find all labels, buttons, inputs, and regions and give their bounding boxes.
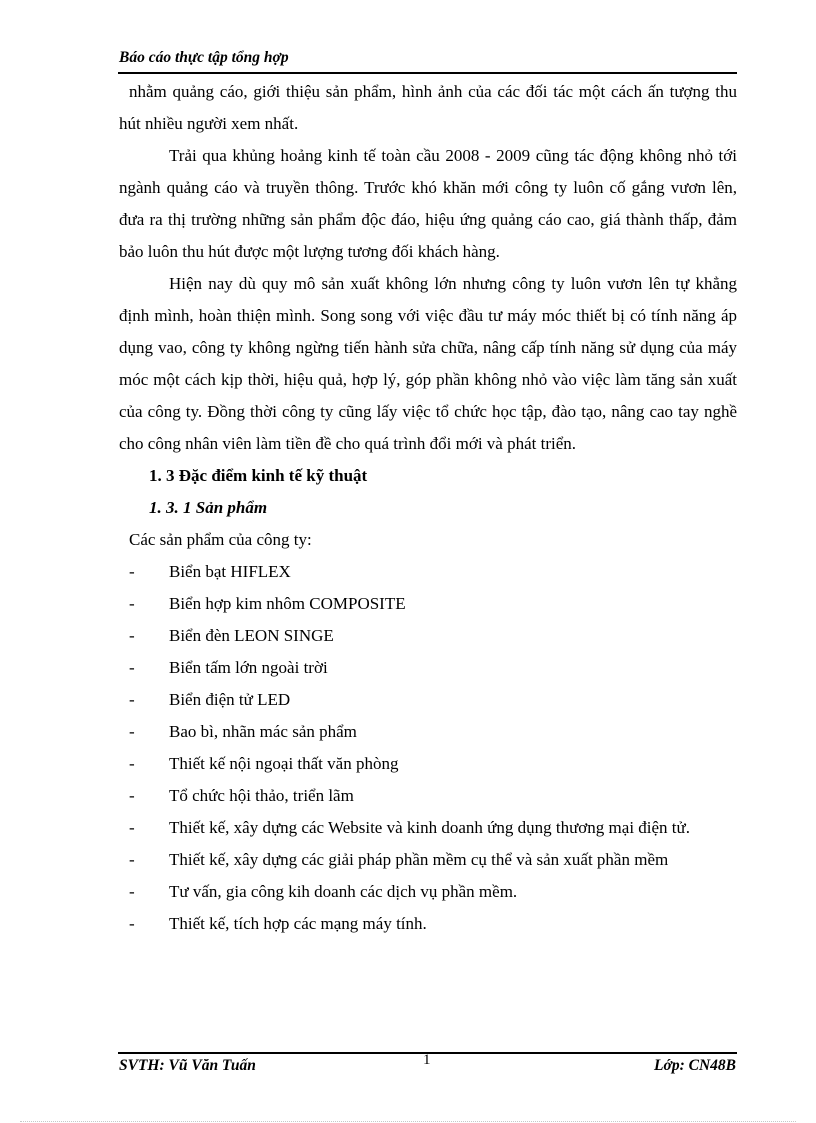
list-item: [119, 748, 737, 780]
bullet-dash: -: [129, 786, 135, 805]
list-item: [119, 876, 737, 908]
bullet-dash: -: [129, 594, 135, 613]
bullet-dash: -: [129, 818, 135, 837]
bullet-dash: -: [129, 562, 135, 581]
footer-class: Lớp: CN48B: [654, 1057, 736, 1074]
list-item-text: Biển đèn LEON SINGE: [169, 626, 334, 645]
products-intro: Các sản phẩm của công ty:: [129, 530, 312, 549]
paragraph-economic-crisis: Trải qua khủng hoảng kinh tế toàn cầu 2008 - 2009 cũng tác động không nhỏ tới ngành quảng cáo và truyền thông. Trước khó khăn mới công ty luôn cố gắng vươn lên, đưa ra thị trường những sản phẩm độc đáo, hiệu ứng quảng cáo cao, giá thành thấp, đảm bảo luôn thu hút được một lượng tương đối khách hàng.: [119, 146, 737, 261]
list-item-text: Biển bạt HIFLEX: [169, 562, 291, 581]
list-item-text: Biển tấm lớn ngoài trời: [169, 658, 328, 677]
subsection-heading: 1. 3. 1 Sản phẩm: [149, 498, 268, 517]
bullet-dash: -: [129, 722, 135, 741]
list-item: [119, 908, 737, 940]
list-item-text: Thiết kế, xây dựng các giải pháp phần mềm cụ thể và sản xuất phần mềm: [169, 850, 669, 869]
section-heading: 1. 3 Đặc điểm kinh tế kỹ thuật: [149, 466, 368, 485]
list-item: [119, 620, 737, 652]
list-item-text: Tổ chức hội thảo, triển lãm: [169, 786, 354, 805]
list-item: [119, 556, 737, 588]
footer-author: SVTH: Vũ Văn Tuấn: [119, 1057, 256, 1074]
paragraph-continuation: nhằm quảng cáo, giới thiệu sản phẩm, hình ảnh của các đối tác một cách ấn tượng thu hút nhiều người xem nhất.: [119, 82, 737, 133]
bullet-dash: -: [129, 882, 135, 901]
page-footer: [118, 1052, 737, 1078]
bullet-dash: -: [129, 626, 135, 645]
list-item-text: Biển điện tử LED: [169, 690, 291, 709]
list-item-text: Bao bì, nhãn mác sản phẩm: [169, 722, 357, 741]
header-title: Báo cáo thực tập tổng hợp: [119, 49, 289, 66]
paragraph-production-scale: Hiện nay dù quy mô sản xuất không lớn nhưng công ty luôn vươn lên tự khẳng định mình, hoàn thiện mình. Song song với việc đầu tư máy móc thiết bị có tính năng áp dụng vao, công ty không ngừng tiến hành sửa chữa, nâng cấp tính năng sử dụng của máy móc một cách kịp thời, hiệu quả, hợp lý, góp phần không nhỏ vào việc làm tăng sản xuất của công ty. Đồng thời công ty cũng lấy việc tổ chức học tập, đào tạo, nâng cao tay nghề cho công nhân viên làm tiền đề cho quá trình đổi mới và phát triển.: [119, 274, 737, 453]
bullet-dash: -: [129, 850, 135, 869]
list-item: [119, 652, 737, 684]
bullet-dash: -: [129, 690, 135, 709]
list-item-text: Thiết kế nội ngoại thất văn phòng: [169, 754, 399, 773]
page-bottom-edge: [20, 1121, 796, 1122]
product-list: [119, 556, 737, 940]
list-item-text: Thiết kế, xây dựng các Website và kinh doanh ứng dụng thương mại điện tử.: [169, 818, 690, 837]
bullet-dash: -: [129, 658, 135, 677]
page-number: 1: [423, 1052, 431, 1068]
list-item: [119, 716, 737, 748]
list-item-text: Biển hợp kim nhôm COMPOSITE: [169, 594, 406, 613]
page-header: [118, 48, 737, 74]
list-item-text: Tư vấn, gia công kih doanh các dịch vụ phần mềm.: [169, 882, 518, 901]
list-item: [119, 588, 737, 620]
list-item: [119, 684, 737, 716]
list-item: [119, 780, 737, 812]
bullet-dash: -: [129, 754, 135, 773]
bullet-dash: -: [129, 914, 135, 933]
list-item: [119, 844, 737, 876]
list-item: [119, 812, 737, 844]
list-item-text: Thiết kế, tích hợp các mạng máy tính.: [169, 914, 427, 933]
document-body: [119, 76, 737, 940]
